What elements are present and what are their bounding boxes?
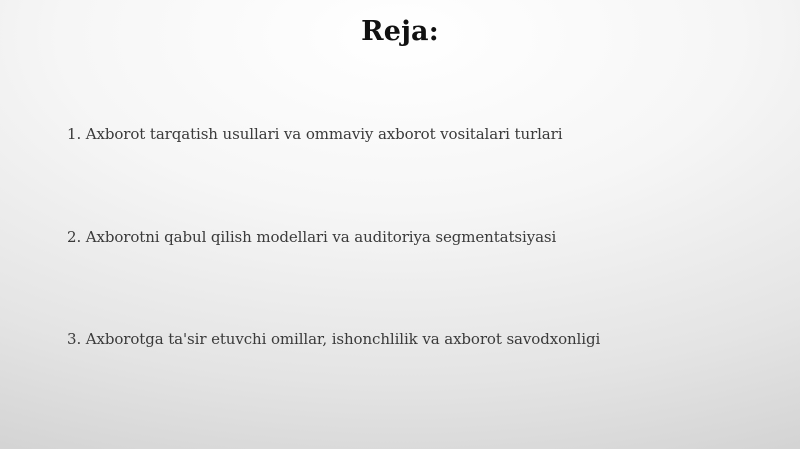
slide-title: Reja: — [361, 16, 439, 47]
plan-item-1: 1. Axborot tarqatish usullari va ommaviy axborot vositalari turlari — [67, 125, 563, 143]
plan-item-3: 3. Axborotga ta'sir etuvchi omillar, ishonchlilik va axborot savodxonligi — [67, 330, 601, 348]
plan-item-2: 2. Axborotni qabul qilish modellari va auditoriya segmentatsiyasi — [67, 228, 557, 246]
